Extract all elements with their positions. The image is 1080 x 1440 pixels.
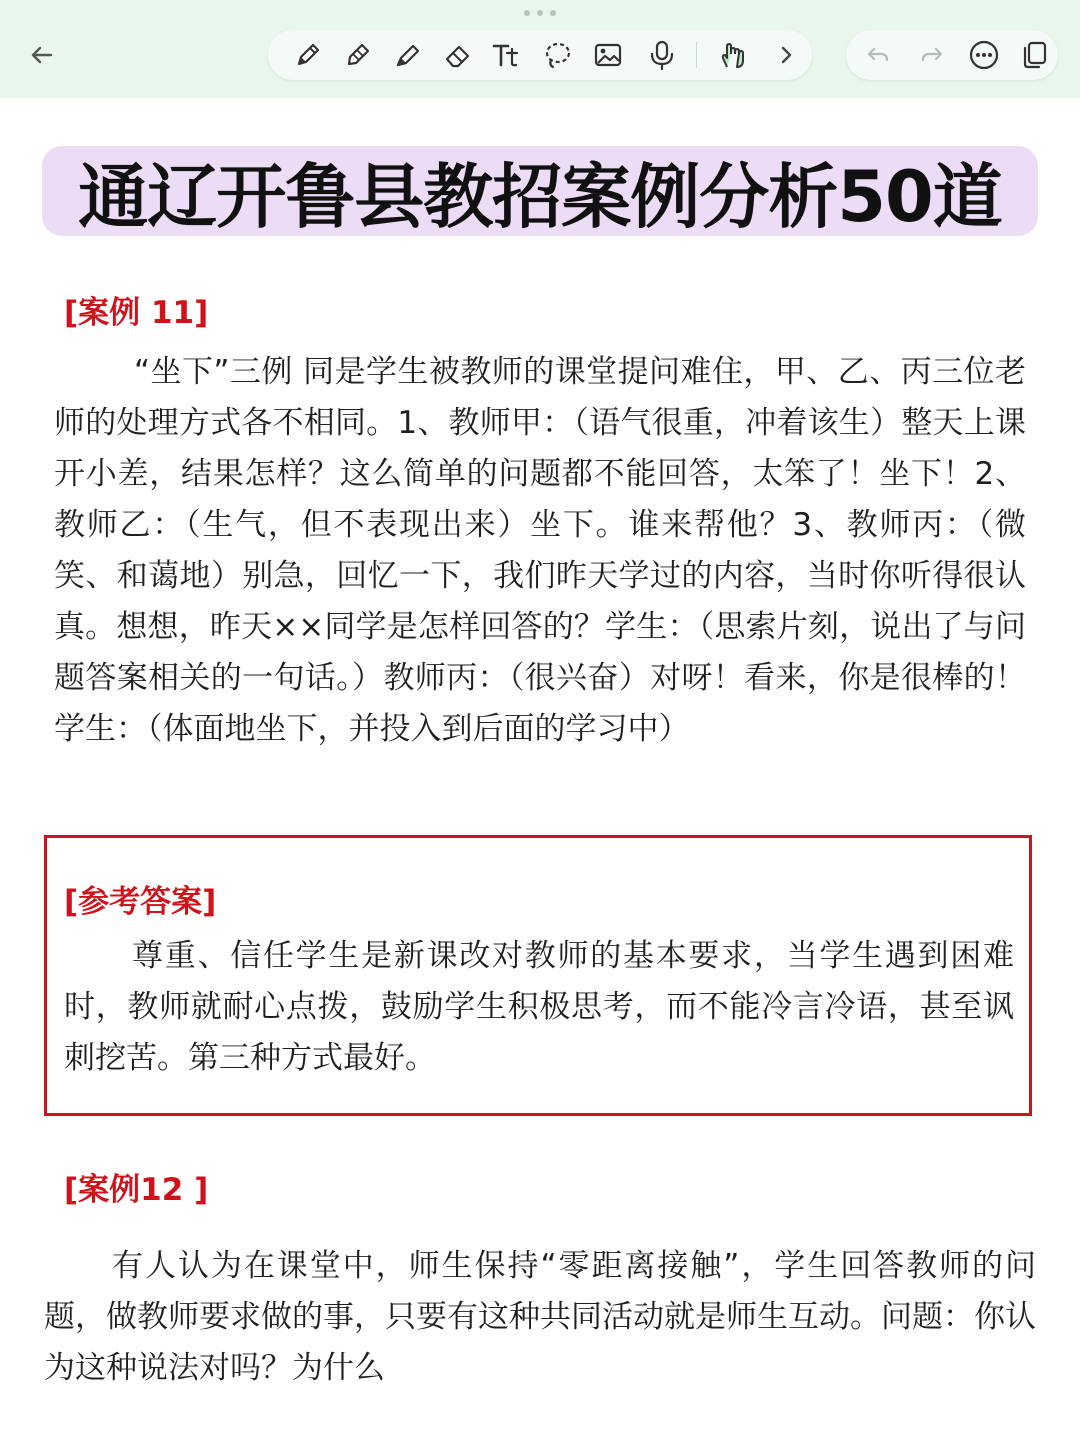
pages-icon [1019,40,1049,70]
more-options-button[interactable] [962,33,1006,77]
answer-11-body: 尊重、信任学生是新课改对教师的基本要求，当学生遇到困难时，教师就耐心点拨，鼓励学生积极思考，而不能冷言冷语，甚至讽刺挖苦。第三种方式最好。 [64,938,1014,1076]
case-12-heading: [案例12 ] [64,1172,209,1208]
text-tool-button[interactable] [486,33,530,77]
highlighter-tool-button[interactable] [386,33,430,77]
microphone-icon [646,39,678,71]
eraser-tool-button[interactable] [436,33,480,77]
case-11-heading: [案例 11] [64,295,209,331]
more-icon [968,39,1000,71]
lasso-tool-button[interactable] [536,33,580,77]
lasso-icon [542,39,574,71]
more-tools-button[interactable] [764,33,808,77]
image-tool-button[interactable] [586,33,630,77]
toolbar-divider [696,42,697,68]
image-icon [592,39,624,71]
back-button[interactable] [20,33,64,77]
voice-record-button[interactable] [640,33,684,77]
chevron-right-icon [774,43,798,67]
arrow-left-icon [29,42,55,68]
redo-icon [919,42,945,68]
highlighter-icon [392,39,424,71]
pencil-tool-button[interactable] [286,33,330,77]
note-toolbar [0,0,1080,98]
hand-gesture-icon [716,39,748,71]
eraser-icon [442,39,474,71]
case-12-body: 有人认为在课堂中，师生保持“零距离接触”，学生回答教师的问题，做教师要求做的事，只要有这种共同活动就是师生互动。问题：你认为这种说法对吗？为什么 [44,1248,1036,1386]
text-tool-icon [491,39,525,71]
pages-button[interactable] [1012,33,1056,77]
page-title: 通辽开鲁县教招案例分析50道 [78,155,1002,238]
pencil-icon [292,39,324,71]
drawing-tools-bar [268,30,812,80]
title-banner [42,146,1038,236]
drag-handle[interactable] [524,10,556,18]
case-11-body: “坐下”三例 同是学生被教师的课堂提问难住，甲、乙、丙三位老师的处理方式各不相同。1、教师甲：（语气很重，冲着该生）整天上课开小差，结果怎样？这么简单的问题都不能回答，太笨了！坐下！2、教师乙：（生气，但不表现出来）坐下。谁来帮他？3、教师丙：（微笑、和蔼地）别急，回忆一下，我们昨天学过的内容，当时你听得很认真。想想，昨天××同学是怎样回答的？学生：（思索片刻，说出了与问题答案相关的一句话。）教师丙：（很兴奋）对呀！看来，你是很棒的！学生：（体面地坐下，并投入到后面的学习中） [54,354,1026,747]
pen-tool-button[interactable] [336,33,380,77]
pen-icon [342,39,374,71]
undo-icon [865,42,891,68]
redo-button[interactable] [910,33,954,77]
gesture-tool-button[interactable] [710,33,754,77]
undo-button[interactable] [856,33,900,77]
document-actions-bar [846,30,1058,80]
answer-11-heading: [参考答案] [64,884,217,920]
